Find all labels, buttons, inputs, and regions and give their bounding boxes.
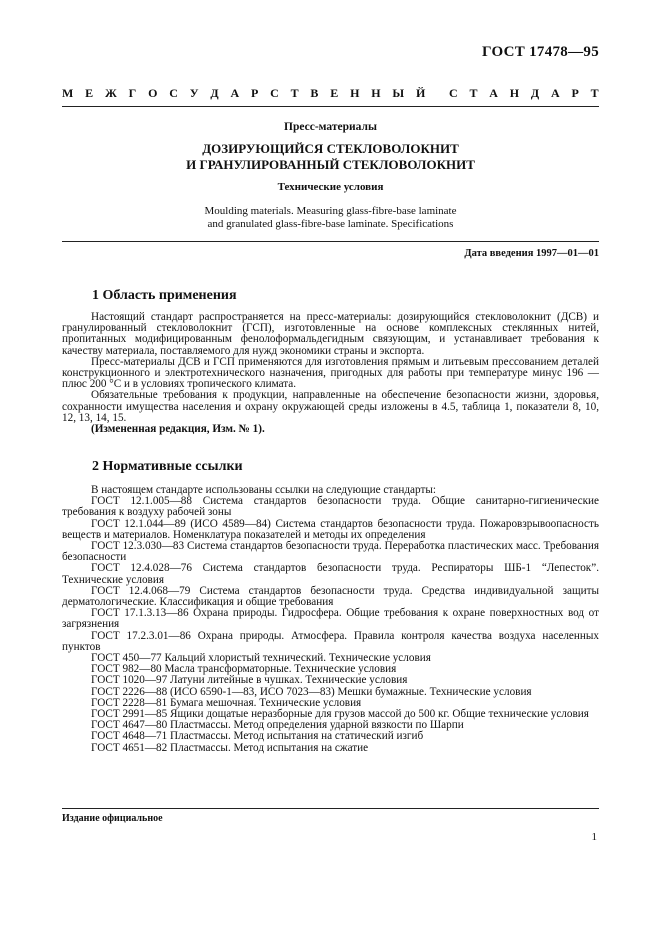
banner-letter: С bbox=[448, 86, 458, 100]
reference-item: ГОСТ 982—80 Масла трансформаторные. Технические условия bbox=[91, 663, 397, 676]
title-line: И ГРАНУЛИРОВАННЫЙ СТЕКЛОВОЛОКНИТ bbox=[186, 157, 475, 172]
reference-item: ГОСТ 17.2.3.01—86 Охрана природы. Атмосфера. Правила контроля качества воздуха населенных пунктов bbox=[62, 629, 599, 653]
paragraph: Настоящий стандарт распространяется на пресс-материалы: дозирующийся стекловолокнит (ДСВ) и гранулированный стекловолокнит (ГСП), изготовленные на основе комплексных стеклянных нитей, пропитанных модифицированным фенолоформальдегидным связующим, и устанавливает требования к качеству материала, поставляемого для нужд экономики страны и экспорта. bbox=[62, 311, 599, 357]
section-2-body bbox=[62, 485, 599, 754]
document-subject: Пресс-материалы bbox=[284, 121, 377, 133]
banner-letter: В bbox=[310, 86, 319, 100]
banner-letter: Е bbox=[85, 86, 94, 100]
section-1-heading: 1 Область применения bbox=[92, 288, 237, 303]
banner-letter: Р bbox=[571, 86, 579, 100]
banner-letter: Н bbox=[371, 86, 381, 100]
reference-item: ГОСТ 450—77 Кальций хлористый технический. Технические условия bbox=[91, 652, 431, 665]
reference-item: ГОСТ 12.3.030—83 Система стандартов безопасности труда. Переработка пластических масс. Требования безопасности bbox=[62, 540, 599, 564]
english-title-line: and granulated glass-fibre-base laminate. Specifications bbox=[207, 218, 454, 230]
english-title bbox=[62, 205, 599, 231]
banner-letter: Е bbox=[330, 86, 339, 100]
banner-letter: М bbox=[62, 86, 74, 100]
banner-letter: Н bbox=[509, 86, 520, 100]
section-1-body bbox=[62, 312, 599, 435]
banner-letter: У bbox=[189, 86, 199, 100]
reference-item: ГОСТ 4648—71 Пластмассы. Метод испытания на статический изгиб bbox=[91, 730, 424, 743]
banner-letter: А bbox=[230, 86, 240, 100]
reference-item: ГОСТ 2991—85 Ящики дощатые неразборные для грузов массой до 500 кг. Общие технические условия bbox=[91, 708, 589, 721]
banner-letter: Ж bbox=[104, 86, 117, 100]
paragraph: Пресс-материалы ДСВ и ГСП применяются для изготовления прямым и литьевым прессованием деталей конструкционного и электротехнического назначения, пригодных для работы при температуре минус 196 — плюс 200 °С и в условиях тропического климата. bbox=[62, 355, 599, 391]
english-title-line: Moulding materials. Measuring glass-fibre-base laminate bbox=[204, 205, 457, 217]
banner-letter: С bbox=[169, 86, 178, 100]
banner-letter: Т bbox=[590, 86, 599, 100]
reference-item: ГОСТ 12.1.005—88 Система стандартов безопасности труда. Общие санитарно-гигиенические требования к воздуху рабочей зоны bbox=[62, 495, 599, 519]
reference-item: ГОСТ 4651—82 Пластмассы. Метод испытания на сжатие bbox=[91, 741, 369, 754]
gost-code: ГОСТ 17478—95 bbox=[481, 44, 599, 60]
reference-item: ГОСТ 12.4.028—76 Система стандартов безопасности труда. Респираторы ШБ-1 “Лепесток”. Технические условия bbox=[62, 562, 599, 586]
banner-letter: Г bbox=[128, 86, 137, 100]
document-title bbox=[62, 141, 599, 173]
banner-letter: А bbox=[489, 86, 498, 100]
banner-letter: А bbox=[550, 86, 560, 100]
publication-note: Издание официальное bbox=[62, 813, 163, 824]
section-2-heading: 2 Нормативные ссылки bbox=[92, 459, 243, 474]
banner-letter: Д bbox=[530, 86, 540, 100]
reference-item: ГОСТ 4647—80 Пластмассы. Метод определения ударной вязкости по Шарпи bbox=[91, 719, 464, 732]
banner-letter: Й bbox=[415, 86, 426, 100]
reference-item: ГОСТ 12.1.044—89 (ИСО 4589—84) Система стандартов безопасности труда. Пожаровзрывоопасность веществ и материалов. Номенклатура показателей и методы их определения bbox=[62, 517, 599, 541]
introduction-date: Дата введения 1997—01—01 bbox=[464, 248, 599, 259]
banner-letter: О bbox=[148, 86, 158, 100]
paragraph: В настоящем стандарте использованы ссылки на следующие стандарты: bbox=[91, 484, 436, 496]
document-kind: Технические условия bbox=[277, 181, 384, 193]
paragraph: Обязательные требования к продукции, направленные на обеспечение безопасности жизни, здоровья, сохранности имущества населения и охрану окружающей среды изложены в 4.5, таблица 1, показатели 8, 10, 12, 13, 14, 15. bbox=[62, 389, 599, 424]
reference-item: ГОСТ 2226—88 (ИСО 6590-1—83, ИСО 7023—83) Мешки бумажные. Технические условия bbox=[91, 685, 532, 698]
header-divider bbox=[62, 106, 599, 107]
interstate-standard-banner bbox=[62, 86, 599, 101]
banner-letter: Т bbox=[290, 86, 299, 100]
banner-letter: Ы bbox=[392, 86, 405, 100]
footer-divider bbox=[62, 808, 599, 809]
page-number: 1 bbox=[591, 831, 597, 843]
banner-letter: Н bbox=[350, 86, 360, 100]
banner-letter: Т bbox=[469, 86, 478, 100]
banner-letter: Р bbox=[250, 86, 259, 100]
reference-item: ГОСТ 1020—97 Латуни литейные в чушках. Технические условия bbox=[91, 674, 408, 687]
banner-letter: С bbox=[270, 86, 279, 100]
banner-letter: Д bbox=[210, 86, 219, 100]
reference-item: ГОСТ 17.1.3.13—86 Охрана природы. Гидросфера. Общие требования к охране поверхностных вод от загрязнения bbox=[62, 607, 599, 631]
title-divider bbox=[62, 241, 599, 242]
reference-item: ГОСТ 12.4.068—79 Система стандартов безопасности труда. Средства индивидуальной защиты дерматологические. Классификация и общие требования bbox=[62, 584, 599, 609]
title-line: ДОЗИРУЮЩИЙСЯ СТЕКЛОВОЛОКНИТ bbox=[202, 141, 459, 156]
reference-item: ГОСТ 2228—81 Бумага мешочная. Технические условия bbox=[91, 696, 362, 709]
amendment-note: (Измененная редакция, Изм. № 1). bbox=[91, 423, 265, 436]
